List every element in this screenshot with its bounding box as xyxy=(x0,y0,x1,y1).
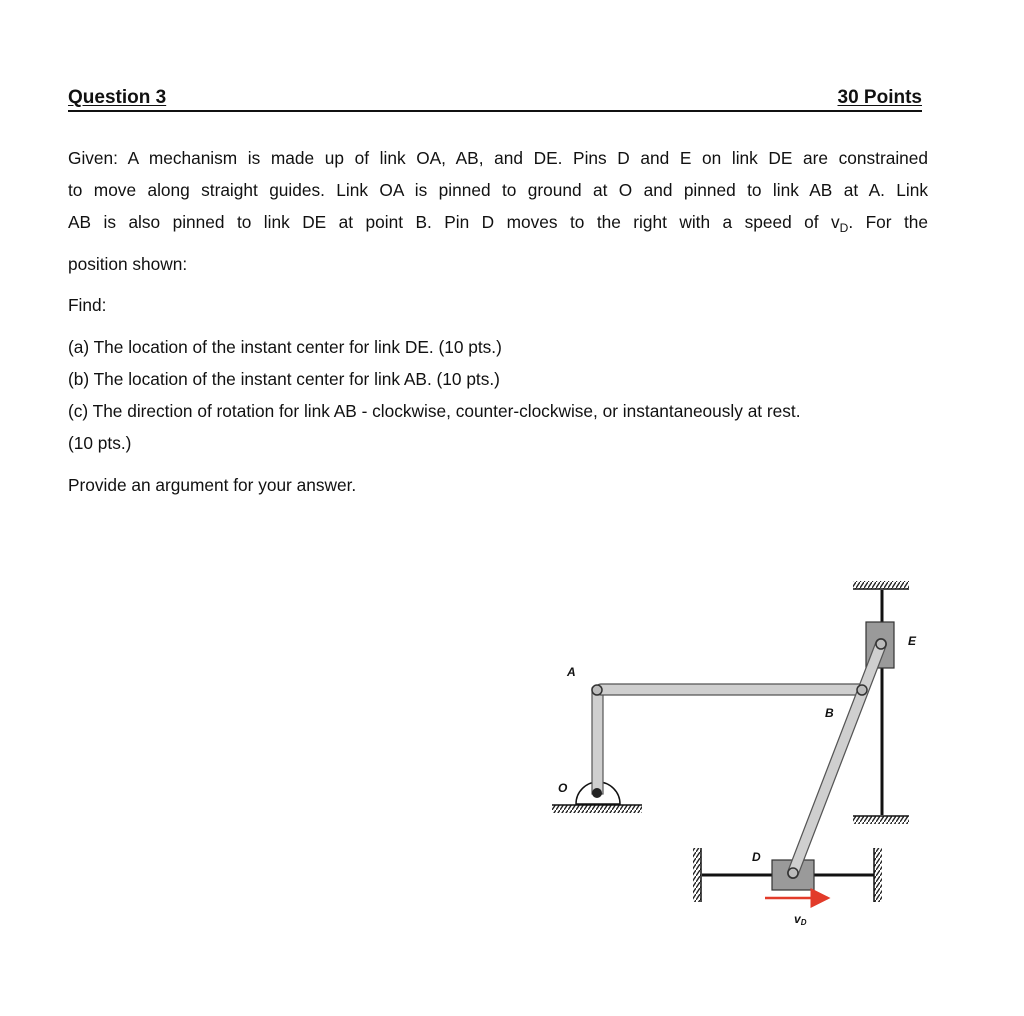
question-header xyxy=(68,86,922,112)
given-line-1: Given: A mechanism is made up of link OA, AB, and DE. Pins D and E on link DE are constrained xyxy=(68,148,928,168)
link-ab xyxy=(596,684,864,695)
label-vd xyxy=(794,912,807,927)
given-line-3-main: AB is also pinned to link DE at point B. Pin D moves to the right with a speed of v xyxy=(68,212,840,232)
part-c-line-1: (c) The direction of rotation for link AB - clockwise, counter-clockwise, or instantaneously at rest. xyxy=(68,401,801,421)
ground-top-hatch xyxy=(853,581,909,589)
label-vd-main: v xyxy=(794,912,801,926)
link-de xyxy=(793,644,881,873)
label-a: A xyxy=(567,665,576,679)
ground-bottom-right-hatch xyxy=(853,816,909,824)
pin-a xyxy=(592,685,602,695)
ground-o-hatch xyxy=(552,805,642,813)
pin-o xyxy=(592,788,602,798)
part-a: (a) The location of the instant center for link DE. (10 pts.) xyxy=(68,337,502,357)
label-d: D xyxy=(752,850,761,864)
link-oa xyxy=(592,688,603,794)
part-b: (b) The location of the instant center for link AB. (10 pts.) xyxy=(68,369,500,389)
part-c-line-2: (10 pts.) xyxy=(68,433,132,453)
ground-right-wall-hatch xyxy=(874,848,882,902)
pin-b xyxy=(857,685,867,695)
label-vd-sub: D xyxy=(800,918,807,927)
vd-subscript: D xyxy=(839,221,849,235)
given-line-2: to move along straight guides. Link OA is pinned to ground at O and pinned to link AB at A. Link xyxy=(68,180,928,200)
pin-d xyxy=(788,868,798,878)
question-label: Question 3 xyxy=(68,87,167,108)
given-line-3-tail: . For the xyxy=(848,212,928,232)
points-label: 30 Points xyxy=(837,87,922,108)
find-label: Find: xyxy=(68,295,107,315)
ground-left-wall-hatch xyxy=(693,848,701,902)
label-o: O xyxy=(558,781,568,795)
label-b: B xyxy=(825,706,834,720)
mechanism-diagram xyxy=(540,560,940,940)
pin-e xyxy=(876,639,886,649)
given-line-4: position shown: xyxy=(68,254,188,274)
given-line-3 xyxy=(68,212,928,235)
label-e: E xyxy=(908,634,917,648)
argument-text: Provide an argument for your answer. xyxy=(68,475,357,495)
